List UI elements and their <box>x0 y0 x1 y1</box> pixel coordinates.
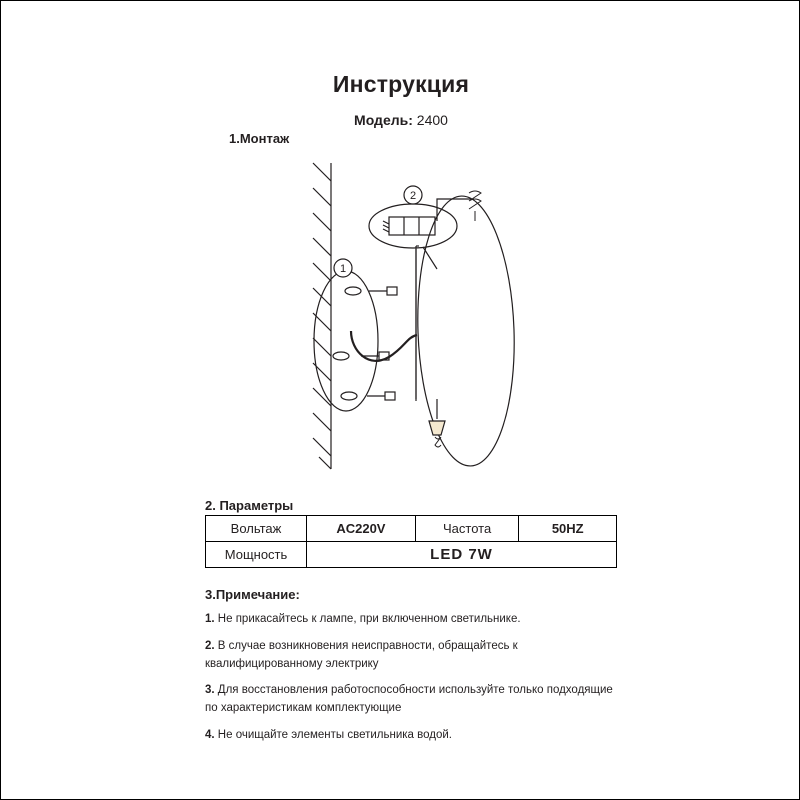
voltage-label: Вольтаж <box>206 516 307 542</box>
note-text: Не очищайте элементы светильника водой. <box>217 729 452 742</box>
section-heading-notes: 3.Примечание: <box>205 587 300 602</box>
table-row <box>206 516 617 542</box>
section-heading-mounting: 1.Монтаж <box>229 131 290 146</box>
model-value: 2400 <box>416 112 448 128</box>
note-text: Не прикасайтесь к лампе, при включенном светильнике. <box>217 613 521 625</box>
frequency-label: Частота <box>415 516 519 542</box>
note-text: В случае возникновения неисправности, обращайтесь к квалифицированному электрику <box>205 639 518 670</box>
list-item <box>205 638 625 674</box>
power-label: Мощность <box>206 542 307 568</box>
page-title: Инструкция <box>332 71 470 97</box>
power-value: LED 7W <box>307 542 617 568</box>
note-text: Для восстановления работоспособности используйте только подходящие по характеристикам комплектующие <box>205 684 613 715</box>
notes-list <box>205 611 625 754</box>
model-line <box>1 112 800 128</box>
mounting-diagram <box>201 151 621 481</box>
list-item <box>205 611 625 629</box>
svg-text:1: 1 <box>339 263 347 275</box>
note-number: 2. <box>205 639 215 652</box>
section-heading-parameters: 2. Параметры <box>205 498 294 513</box>
list-item <box>205 682 625 718</box>
frequency-value: 50HZ <box>519 516 617 542</box>
voltage-value: AC220V <box>307 516 416 542</box>
model-label: Модель: <box>354 112 413 128</box>
svg-text:2: 2 <box>409 190 417 202</box>
note-number: 3. <box>205 684 215 697</box>
note-number: 4. <box>205 729 215 742</box>
note-number: 1. <box>205 613 215 625</box>
parameters-table <box>205 515 617 568</box>
list-item <box>205 727 625 745</box>
table-row <box>206 542 617 568</box>
